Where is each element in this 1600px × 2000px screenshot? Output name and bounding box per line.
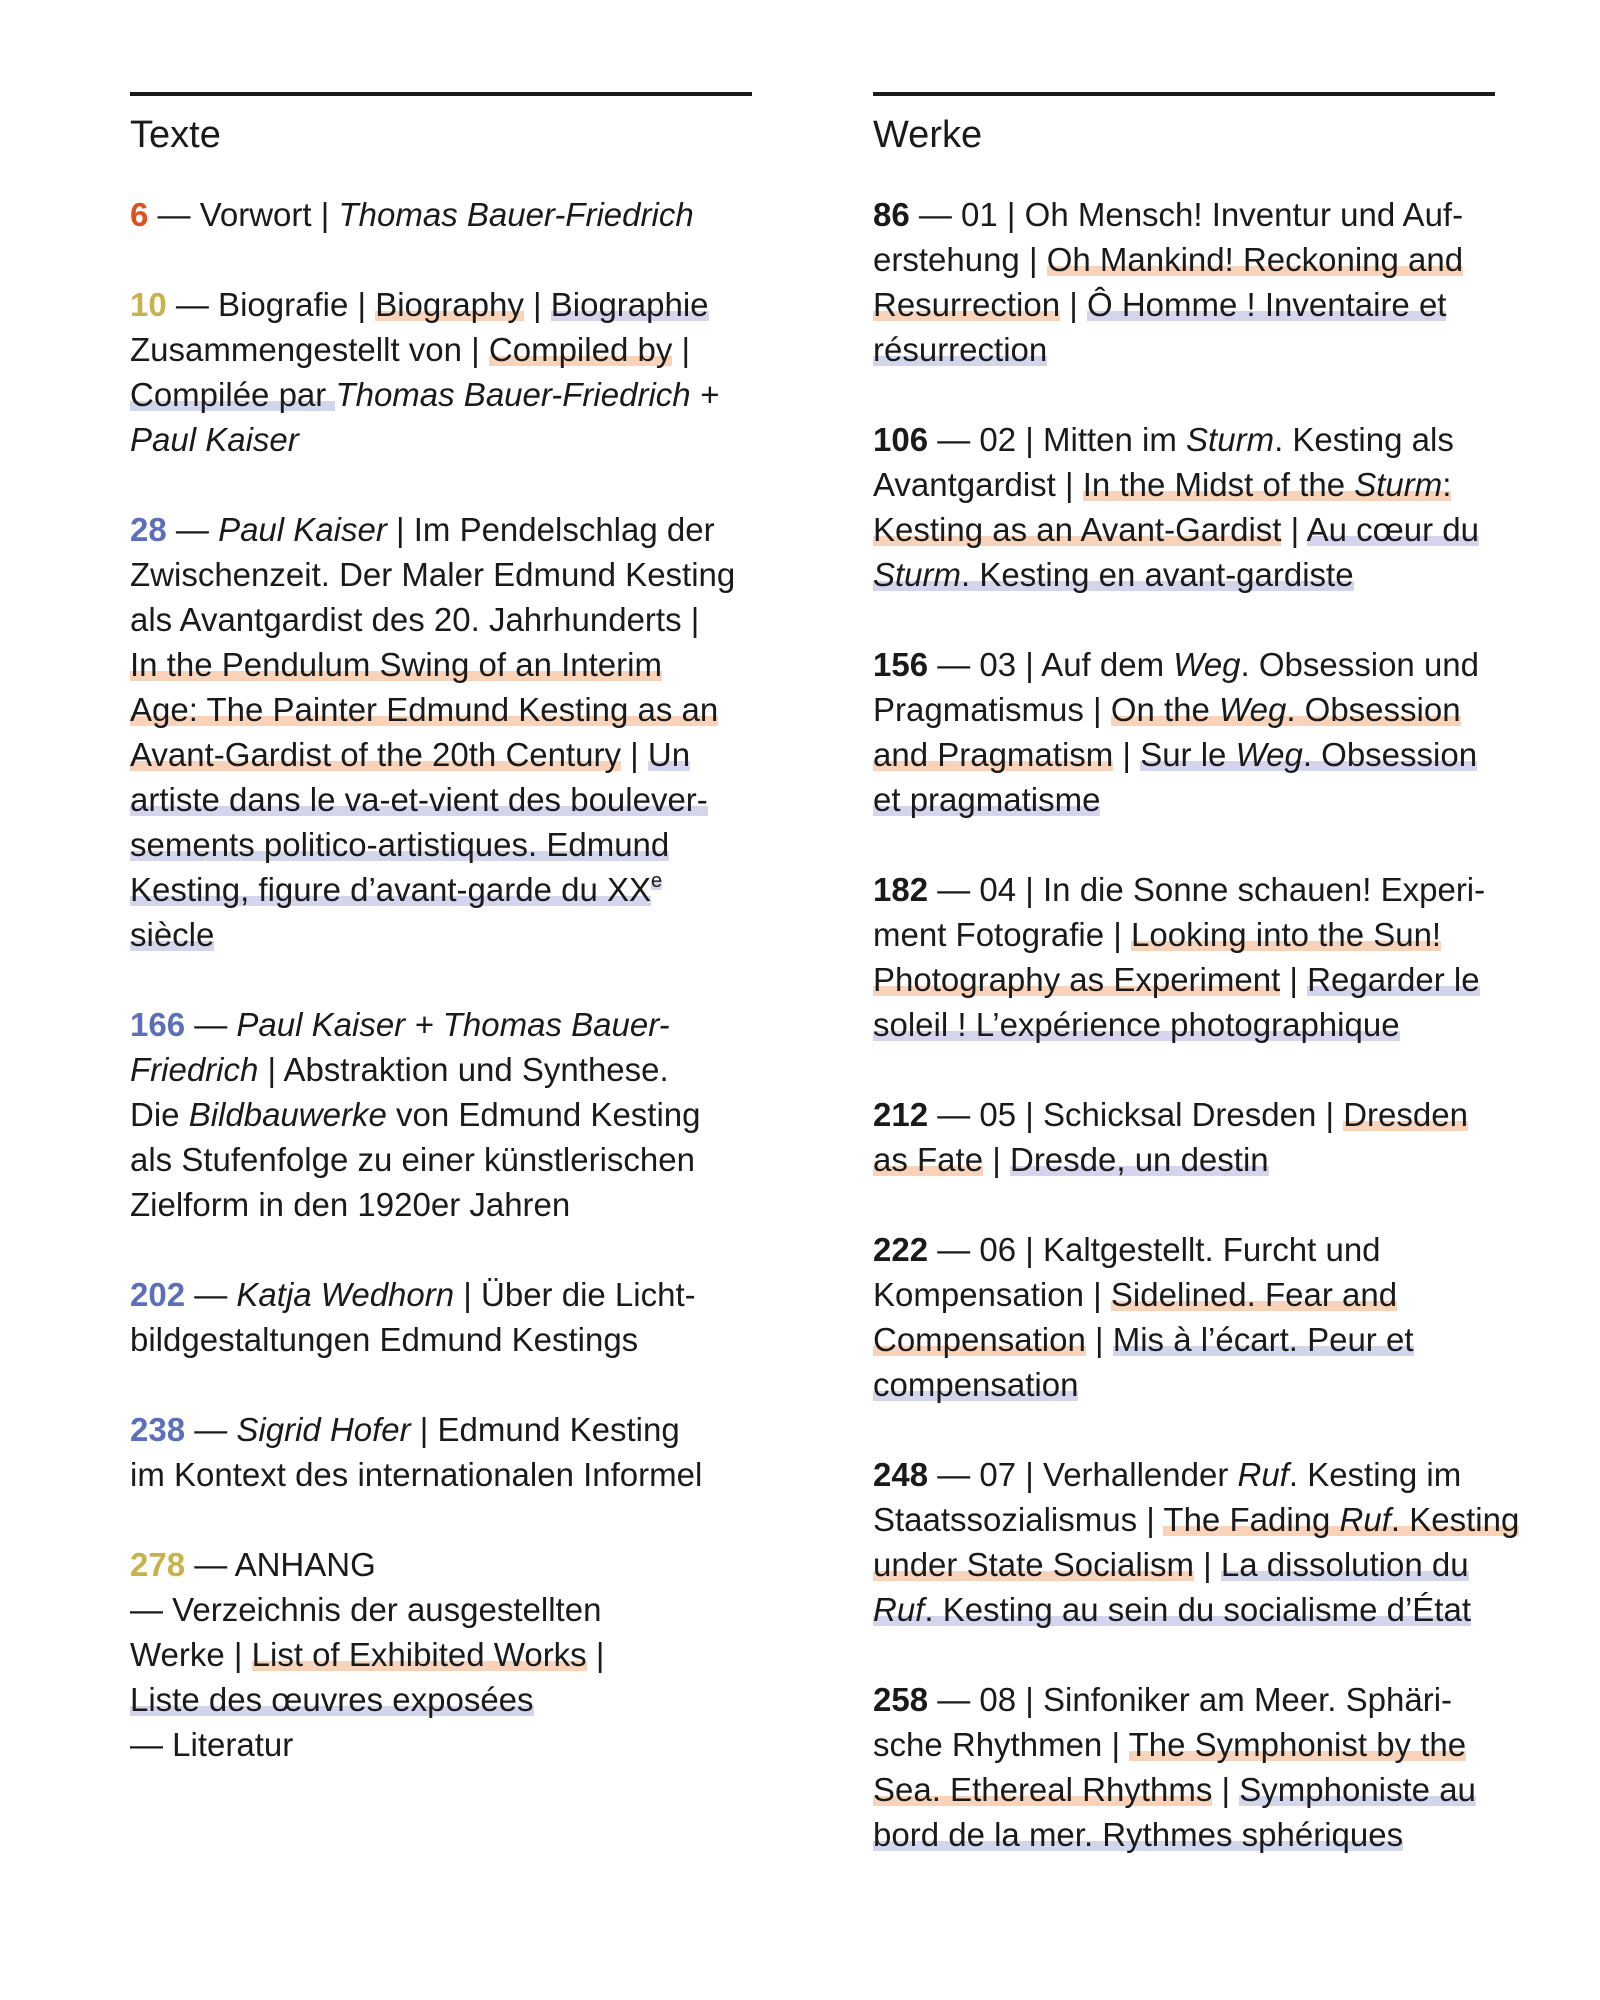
english-title-segment: : xyxy=(1442,466,1452,503)
text-segment: Kompensation | xyxy=(873,1276,1111,1313)
toc-entry-list xyxy=(873,192,1545,1857)
english-title-segment: Biography xyxy=(375,286,524,323)
text-segment: — 08 | Sinfoniker am Meer. Sphäri- xyxy=(928,1681,1453,1718)
text-segment: ment Fotografie | xyxy=(873,916,1132,953)
french-title-segment: Sur le xyxy=(1140,736,1236,773)
text-segment: | xyxy=(621,736,648,773)
text-segment: Pragmatismus | xyxy=(873,691,1111,728)
toc-entry-line xyxy=(130,822,760,867)
toc-entry-line xyxy=(130,1452,760,1497)
toc-entry-line xyxy=(873,957,1545,1002)
column-heading: Werke xyxy=(873,114,983,156)
english-title-segment: under State Socialism xyxy=(873,1546,1194,1583)
toc-entry-line xyxy=(873,237,1545,282)
text-segment: | xyxy=(1212,1771,1240,1808)
toc-entry-line xyxy=(130,1407,760,1452)
toc-entry-line xyxy=(873,1137,1545,1182)
text-segment: bildgestaltungen Edmund Kestings xyxy=(130,1321,639,1358)
english-title-segment: as Fate xyxy=(873,1141,984,1178)
french-title-segment: bord de la mer. Rythmes sphériques xyxy=(873,1816,1404,1853)
page-number: 106 xyxy=(873,421,929,458)
toc-entry-line xyxy=(873,1542,1545,1587)
page-number: 10 xyxy=(130,286,167,323)
english-title-segment: The Fading xyxy=(1163,1501,1340,1538)
text-segment: — xyxy=(185,1006,237,1043)
french-title-segment: Weg xyxy=(1235,736,1303,773)
french-title-segment: artiste dans le va-et-vient des boulever- xyxy=(130,781,708,818)
page-number: 248 xyxy=(873,1456,929,1493)
toc-entry-line xyxy=(130,1092,760,1137)
toc-entry xyxy=(873,417,1545,597)
text-segment: als Stufenfolge zu einer künstlerischen xyxy=(130,1141,695,1178)
toc-entry-line xyxy=(130,1272,760,1317)
toc-entry-line xyxy=(130,327,760,372)
text-segment: | Im Pendelschlag der xyxy=(386,511,715,548)
toc-entry-line xyxy=(130,867,760,912)
english-title-segment: and Pragmatism xyxy=(873,736,1114,773)
toc-entry-line xyxy=(873,1497,1545,1542)
text-segment: Paul Kaiser xyxy=(130,421,299,458)
text-segment: Zwischenzeit. Der Maler Edmund Kesting xyxy=(130,556,736,593)
toc-entry-line xyxy=(130,1317,760,1362)
toc-entry-line xyxy=(873,462,1545,507)
english-title-segment: Sea. Ethereal Rhythms xyxy=(873,1771,1213,1808)
french-title-segment: Dresde, un destin xyxy=(1009,1141,1269,1178)
toc-entry xyxy=(130,192,760,237)
toc-entry-line xyxy=(130,417,760,462)
toc-entry-line xyxy=(873,282,1545,327)
toc-entry xyxy=(130,282,760,462)
toc-entry-line xyxy=(873,1587,1545,1632)
page-number: 166 xyxy=(130,1006,186,1043)
toc-entry-line xyxy=(130,1137,760,1182)
french-title-segment: Regarder le xyxy=(1307,961,1480,998)
toc-entry xyxy=(873,1092,1545,1182)
english-title-segment: Looking into the Sun! xyxy=(1131,916,1442,953)
toc-entry-line xyxy=(130,642,760,687)
toc-entry xyxy=(130,1272,760,1362)
toc-entry-line xyxy=(130,1722,760,1767)
page-number: 212 xyxy=(873,1096,929,1133)
text-segment: Paul Kaiser + Thomas Bauer- xyxy=(236,1006,670,1043)
text-segment: Weg xyxy=(1173,646,1241,683)
text-segment: Werke | xyxy=(130,1636,252,1673)
toc-entry-line xyxy=(873,1722,1545,1767)
french-title-segment: La dissolution du xyxy=(1220,1546,1469,1583)
french-title-segment: Ô Homme ! Inventaire et xyxy=(1087,286,1447,323)
toc-entry-line xyxy=(130,1587,760,1632)
texts-column xyxy=(130,92,760,1812)
english-title-segment: Dresden xyxy=(1343,1096,1468,1133)
text-segment: Zielform in den 1920er Jahren xyxy=(130,1186,571,1223)
english-title-segment: The Symphonist by the xyxy=(1128,1726,1467,1763)
english-title-segment: On the xyxy=(1110,691,1220,728)
text-segment: | Über die Licht- xyxy=(454,1276,696,1313)
english-title-segment: Age: The Painter Edmund Kesting as an xyxy=(130,691,719,728)
text-segment: | xyxy=(523,286,551,323)
toc-entry xyxy=(130,507,760,957)
toc-entry-line xyxy=(130,732,760,777)
french-title-segment: compensation xyxy=(873,1366,1079,1403)
french-title-segment: soleil ! L’expérience photographique xyxy=(873,1006,1400,1043)
text-segment: — 06 | Kaltgestellt. Furcht und xyxy=(928,1231,1381,1268)
toc-entry-line xyxy=(873,1362,1545,1407)
toc-entry xyxy=(873,192,1545,372)
text-segment: — 02 | Mitten im xyxy=(928,421,1187,458)
page-number: 28 xyxy=(130,511,167,548)
toc-entry-list xyxy=(130,192,760,1767)
text-segment: erstehung | xyxy=(873,241,1047,278)
toc-entry-line xyxy=(130,912,760,957)
page-number: 278 xyxy=(130,1546,186,1583)
text-segment: | xyxy=(1085,1321,1113,1358)
text-segment: | xyxy=(1113,736,1141,773)
french-title-segment: Au cœur du xyxy=(1306,511,1479,548)
toc-entry-line xyxy=(873,777,1545,822)
toc-entry-line xyxy=(873,1002,1545,1047)
toc-entry-line xyxy=(130,1047,760,1092)
text-segment: | xyxy=(983,1141,1010,1178)
toc-entry-line xyxy=(130,1002,760,1047)
text-segment: Ruf xyxy=(1237,1456,1289,1493)
toc-entry-line xyxy=(873,732,1545,777)
page-number: 156 xyxy=(873,646,929,683)
text-segment: — xyxy=(185,1276,237,1313)
toc-entry-line xyxy=(130,552,760,597)
page-number: 238 xyxy=(130,1411,186,1448)
column-rule xyxy=(130,92,752,96)
text-segment: — xyxy=(166,511,219,548)
english-title-segment: . Kesting xyxy=(1390,1501,1520,1538)
english-title-segment: Weg xyxy=(1219,691,1287,728)
toc-entry xyxy=(873,1677,1545,1857)
text-segment: Bildbauwerke xyxy=(188,1096,387,1133)
french-title-segment: et pragmatisme xyxy=(873,781,1101,818)
english-title-segment: Sidelined. Fear and xyxy=(1110,1276,1398,1313)
text-segment: — 01 | Oh Mensch! Inventur und Auf- xyxy=(909,196,1464,233)
english-title-segment: Photography as Experiment xyxy=(873,961,1281,998)
text-segment: — Biografie | xyxy=(166,286,376,323)
text-segment: Sigrid Hofer xyxy=(236,1411,411,1448)
french-title-segment: sements politico-artistiques. Edmund xyxy=(130,826,670,863)
page-number: 182 xyxy=(873,871,929,908)
text-segment: — xyxy=(185,1411,237,1448)
text-segment: Zusammengestellt von | xyxy=(130,331,489,368)
french-title-segment: Compilée par xyxy=(130,376,336,413)
english-title-segment: List of Exhibited Works xyxy=(251,1636,587,1673)
toc-entry xyxy=(130,1002,760,1227)
french-title-segment: . Obsession xyxy=(1302,736,1478,773)
text-segment: — Verzeichnis der ausgestellten xyxy=(130,1591,602,1628)
text-segment: | Edmund Kesting xyxy=(410,1411,680,1448)
english-title-segment: Sturm xyxy=(1354,466,1443,503)
french-title-segment: . Kesting en avant-gardiste xyxy=(961,556,1354,593)
french-title-segment: Un xyxy=(647,736,691,773)
toc-entry-line xyxy=(130,1632,760,1677)
toc-entry-line xyxy=(130,1182,760,1227)
text-segment: — Vorwort | xyxy=(148,196,339,233)
text-segment: Avantgardist | xyxy=(873,466,1083,503)
text-segment: als Avantgardist des 20. Jahrhunderts | xyxy=(130,601,700,638)
text-segment: Staatssozialismus | xyxy=(873,1501,1164,1538)
toc-entry-line xyxy=(130,597,760,642)
english-title-segment: . Obsession xyxy=(1286,691,1461,728)
toc-entry-line xyxy=(873,192,1545,237)
toc-entry-line xyxy=(873,1227,1545,1272)
text-segment: | Abstraktion und Synthese. xyxy=(258,1051,669,1088)
text-segment: von Edmund Kesting xyxy=(386,1096,701,1133)
text-segment: Thomas Bauer-Friedrich + xyxy=(335,376,720,413)
toc-entry xyxy=(873,642,1545,822)
toc-entry-line xyxy=(873,327,1545,372)
text-segment: sche Rhythmen | xyxy=(873,1726,1129,1763)
toc-entry-line xyxy=(130,282,760,327)
toc-entry xyxy=(130,1407,760,1497)
page-number: 222 xyxy=(873,1231,929,1268)
english-title-segment: In the Pendulum Swing of an Interim xyxy=(130,646,662,683)
text-segment: — 03 | Auf dem xyxy=(928,646,1174,683)
text-segment: Friedrich xyxy=(130,1051,259,1088)
english-title-segment: Compiled by xyxy=(488,331,673,368)
text-segment: — 05 | Schicksal Dresden | xyxy=(928,1096,1344,1133)
french-title-segment: Mis à l’écart. Peur et xyxy=(1112,1321,1414,1358)
english-title-segment: Kesting as an Avant-Gardist xyxy=(873,511,1282,548)
text-segment: im Kontext des internationalen Informel xyxy=(130,1456,703,1493)
toc-entry-line xyxy=(130,372,760,417)
page-number: 258 xyxy=(873,1681,929,1718)
toc-entry-line xyxy=(873,1677,1545,1722)
french-title-segment: Sturm xyxy=(873,556,962,593)
text-segment: . Obsession und xyxy=(1240,646,1480,683)
column-heading: Texte xyxy=(130,114,221,156)
toc-entry-line xyxy=(130,687,760,732)
text-segment: Die xyxy=(130,1096,189,1133)
toc-entry-line xyxy=(873,1767,1545,1812)
text-segment: . Kesting als xyxy=(1274,421,1454,458)
page-number: 202 xyxy=(130,1276,186,1313)
toc-entry-line xyxy=(873,1317,1545,1362)
english-title-segment: Ruf xyxy=(1339,1501,1391,1538)
toc-entry-line xyxy=(873,1092,1545,1137)
toc-entry xyxy=(873,867,1545,1047)
english-title-segment: Oh Mankind! Reckoning and xyxy=(1046,241,1464,278)
toc-entry-line xyxy=(873,687,1545,732)
french-title-segment: Kesting, figure d’avant-garde du XX xyxy=(130,871,651,908)
toc-entry xyxy=(130,1542,760,1767)
toc-entry-line xyxy=(873,507,1545,552)
toc-entry-line xyxy=(130,192,760,237)
toc-entry xyxy=(873,1227,1545,1407)
toc-entry xyxy=(873,1452,1545,1632)
text-segment: | xyxy=(1280,961,1308,998)
toc-entry-line xyxy=(130,507,760,552)
text-segment: | xyxy=(1060,286,1087,323)
english-title-segment: Compensation xyxy=(873,1321,1086,1358)
toc-entry-line xyxy=(130,1542,760,1587)
toc-entry-line xyxy=(873,867,1545,912)
text-segment: | xyxy=(1281,511,1307,548)
english-title-segment: Resurrection xyxy=(873,286,1061,323)
french-title-segment: Biographie xyxy=(550,286,709,323)
toc-entry-line xyxy=(873,912,1545,957)
text-segment: | xyxy=(586,1636,605,1673)
page-number: 86 xyxy=(873,196,910,233)
page-number: 6 xyxy=(130,196,149,233)
toc-entry-line xyxy=(130,1677,760,1722)
french-title-segment: Symphoniste au xyxy=(1239,1771,1476,1808)
text-segment: Sturm xyxy=(1186,421,1275,458)
text-segment: | xyxy=(672,331,691,368)
text-segment: Katja Wedhorn xyxy=(236,1276,455,1313)
toc-entry-line xyxy=(873,417,1545,462)
column-rule xyxy=(873,92,1495,96)
text-segment: — 04 | In die Sonne schauen! Experi- xyxy=(928,871,1486,908)
toc-entry-line xyxy=(873,1812,1545,1857)
text-segment: . Kesting im xyxy=(1288,1456,1462,1493)
toc-entry-line xyxy=(130,777,760,822)
french-title-segment: siècle xyxy=(130,916,215,953)
french-title-segment: . Kesting au sein du socialisme d’État xyxy=(924,1591,1471,1628)
text-segment: | xyxy=(1194,1546,1221,1583)
french-title-segment: e xyxy=(651,870,663,892)
english-title-segment: In the Midst of the xyxy=(1082,466,1355,503)
english-title-segment: Avant-Gardist of the 20th Century xyxy=(130,736,621,773)
toc-entry-line xyxy=(873,552,1545,597)
text-segment: — 07 | Verhallender xyxy=(928,1456,1238,1493)
french-title-segment: Liste des œuvres exposées xyxy=(130,1681,534,1718)
text-segment: — Literatur xyxy=(130,1726,294,1763)
toc-entry-line xyxy=(873,1452,1545,1497)
french-title-segment: Ruf xyxy=(873,1591,925,1628)
french-title-segment: résurrection xyxy=(873,331,1048,368)
text-segment: — ANHANG xyxy=(185,1546,376,1583)
text-segment: Paul Kaiser xyxy=(218,511,387,548)
works-column xyxy=(873,92,1545,1902)
toc-entry-line xyxy=(873,642,1545,687)
toc-entry-line xyxy=(873,1272,1545,1317)
text-segment: Thomas Bauer-Friedrich xyxy=(338,196,694,233)
